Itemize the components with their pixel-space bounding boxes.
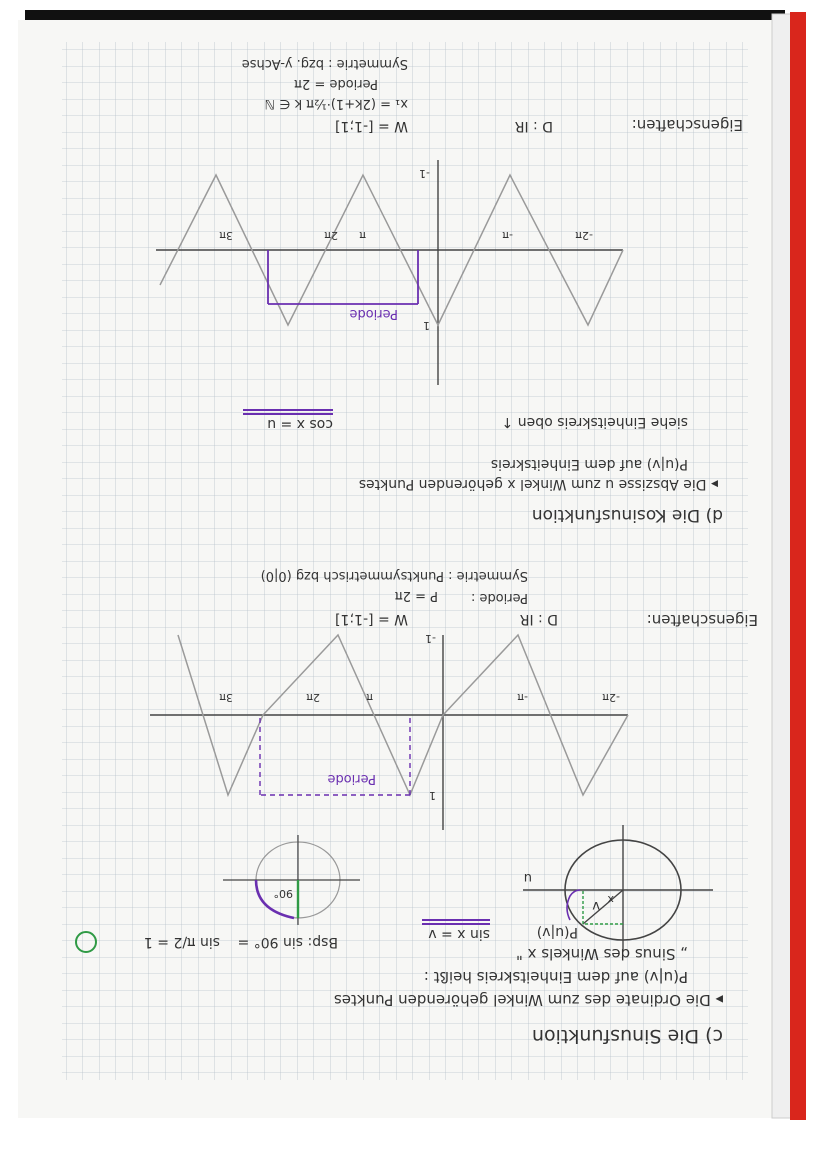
sine-prop-period: P = 2π (394, 588, 438, 603)
section-c-bullet-3: „ Sinus des Winkels x " (515, 945, 688, 963)
section-c-bullet-1: ▸ Die Ordinate des zum Winkel gehörenden Punktes (333, 991, 723, 1009)
sine-periode-label: Periode (327, 771, 376, 786)
cosine-tick-1: 1 (423, 319, 430, 332)
cosine-prop-domain: D : IR (514, 118, 553, 134)
cosine-tick-minus-pi: -π (502, 229, 513, 242)
sine-prop-symmetry: Symmetrie : Punktsymmetrisch bzg (0|0) (260, 568, 528, 583)
section-d-bullet-3: siehe Einheitskreis oben ↑ (501, 414, 688, 430)
sine-tick-pi: π (366, 691, 373, 704)
section-c-bullet-2: P(u|v) auf dem Einheitskreis heißt : (423, 968, 688, 986)
cosine-tick-minus-2pi: -2π (575, 229, 593, 242)
example-rhs: sin π/2 = 1 (143, 934, 220, 950)
cosine-tick-3pi: 3π (219, 229, 233, 242)
section-d-bullet-2: P(u|v) auf dem Einheitskreis (490, 456, 688, 472)
sine-tick-3pi: 3π (219, 691, 233, 704)
cosine-periode-label: Periode (349, 306, 398, 321)
sine-tick-1: 1 (429, 789, 436, 802)
section-d-bullet-1: ▸ Die Abszisse u zum Winkel x gehörenden Punktes (358, 476, 718, 492)
sinx-formula: sin x = v (428, 926, 490, 942)
section-d-heading: d) Die Kosinusfunktion (531, 505, 723, 525)
example-text: Bsp: sin 90° = (237, 934, 338, 950)
sine-prop-domain: D : IR (519, 611, 558, 627)
cosine-tick-pi: π (359, 229, 366, 242)
sine-props-title: Eigenschaften: (646, 611, 758, 629)
section-c-heading: c) Die Sinusfunktion (531, 1025, 723, 1047)
quarter-label-deg: 90° (273, 887, 293, 900)
puv-label: P(u|v) (536, 924, 578, 940)
cosine-prop-range: W = [-1;1] (335, 118, 408, 134)
circle-label-u: u (523, 870, 532, 885)
cosine-props-title: Eigenschaften: (631, 116, 743, 134)
sine-prop-range: W = [-1;1] (335, 611, 408, 627)
sine-tick-minus-pi: -π (517, 691, 528, 704)
circle-label-x: x (607, 893, 614, 906)
cosine-prop-period: Periode = 2π (294, 76, 378, 91)
sine-tick-minus-1: -1 (425, 632, 436, 645)
cosine-prop-zeros: x₁ = (2k+1)·½π k ∈ ℕ (264, 96, 408, 111)
sine-prop-period-label: Periode : (470, 590, 528, 605)
sine-tick-minus-2pi: -2π (602, 691, 620, 704)
sine-tick-2pi: 2π (306, 691, 320, 704)
red-edge (790, 12, 806, 1120)
grid-area (62, 42, 748, 1080)
cosine-tick-2pi: 2π (324, 229, 338, 242)
cosx-formula: cos x = u (267, 416, 333, 432)
cosine-prop-symmetry: Symmetrie : bzg. y-Achse (241, 56, 408, 71)
cosine-tick-minus-1: -1 (419, 167, 430, 180)
circle-label-v: v (592, 898, 600, 913)
